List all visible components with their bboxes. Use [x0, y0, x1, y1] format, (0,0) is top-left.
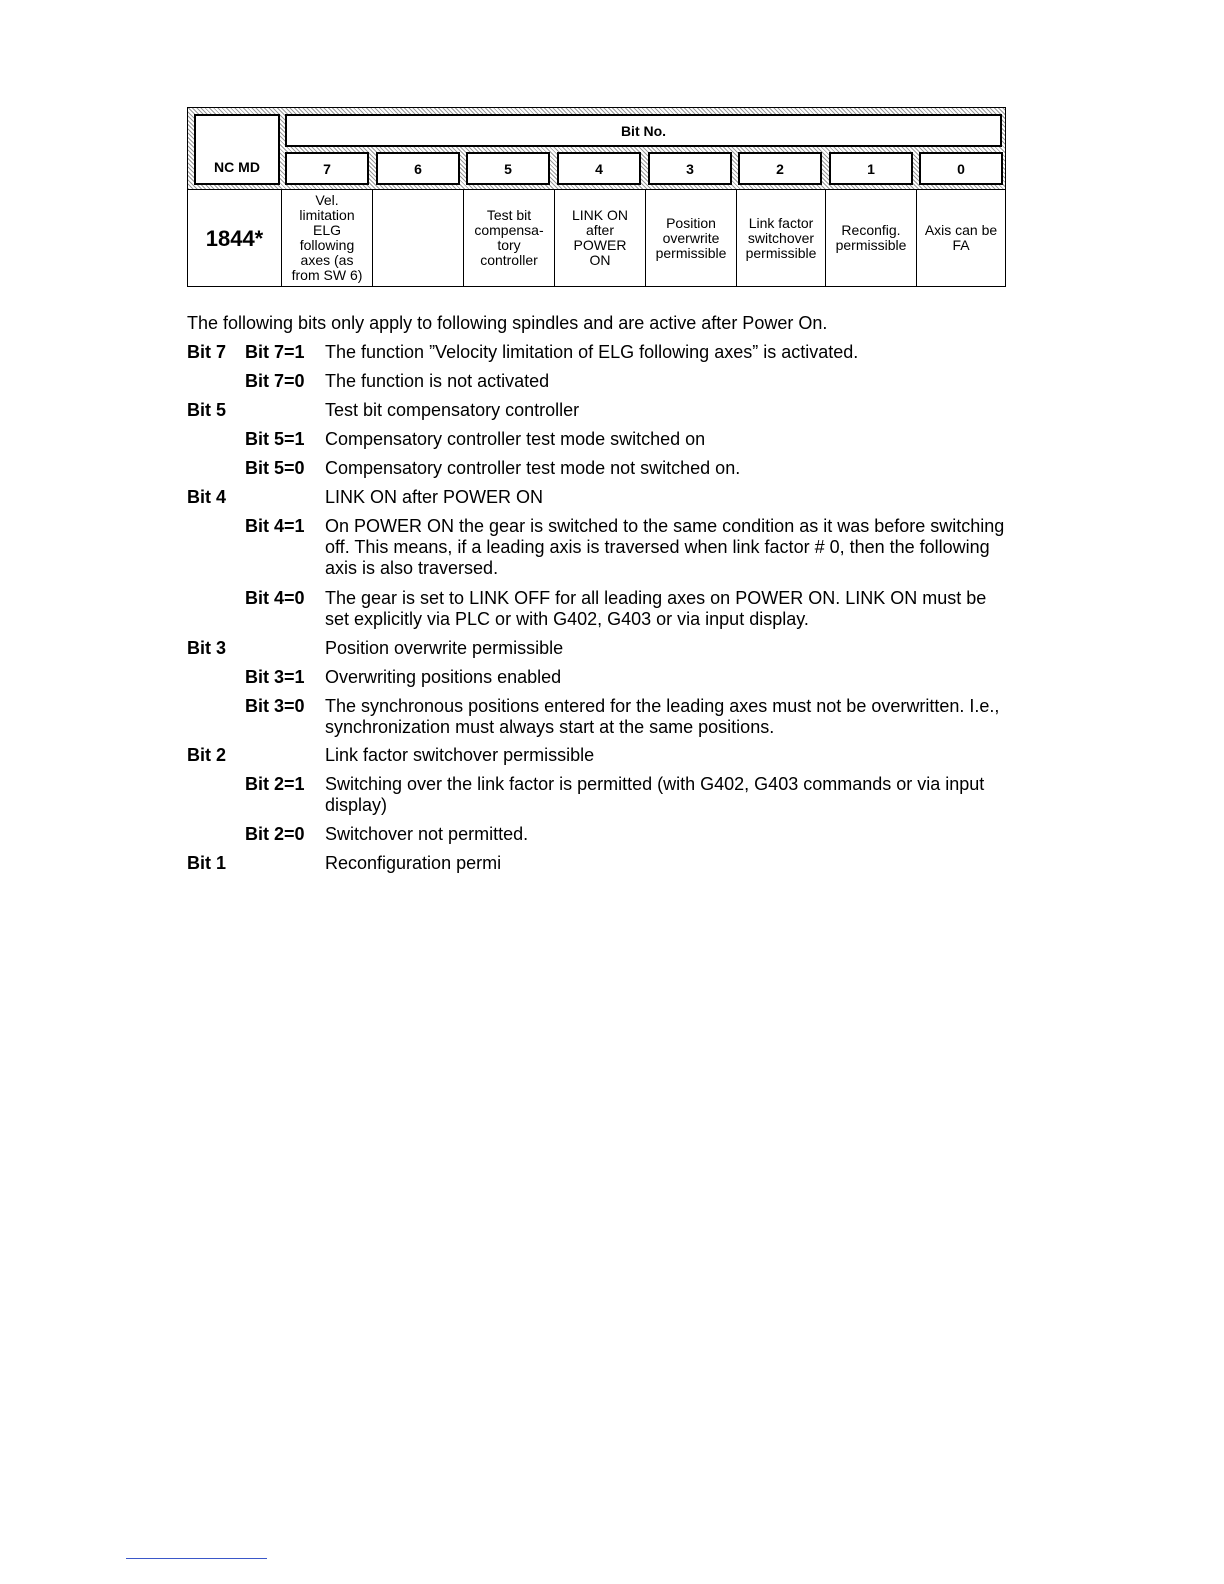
- bit-number-header: 7: [285, 152, 369, 185]
- md-number: 1844*: [205, 225, 264, 251]
- bit-value-label: Bit 3=1: [245, 667, 305, 687]
- bit-number-header: 4: [557, 152, 641, 185]
- machine-data-table: [187, 107, 1006, 287]
- bit-value-label: Bit 5=0: [245, 458, 305, 478]
- bit-value-label: Bit 4=1: [245, 516, 305, 536]
- cell-text: Position overwrite permissible: [655, 214, 727, 261]
- bit-label: Bit 1: [187, 853, 227, 873]
- bit-4-cell: [554, 190, 645, 286]
- footnote-rule: [126, 1558, 267, 1559]
- bit-description: Position overwrite permissible: [325, 638, 564, 658]
- cell-text: Link factor switchover permissible: [745, 214, 817, 261]
- cell-text: Axis can be FA: [924, 222, 998, 253]
- bit-5-cell: [463, 190, 554, 286]
- bit-label: Bit 5: [187, 400, 227, 420]
- bit-description: The synchronous positions entered for the leading axes must not be overwritten. I.e., synchronization must always start at the same positions.: [325, 696, 1000, 737]
- bit-7-cell: [281, 190, 372, 286]
- bit-description: Compensatory controller test mode not switched on.: [325, 458, 741, 478]
- bit-6-cell: [372, 190, 463, 286]
- bit-description: The gear is set to LINK OFF for all leading axes on POWER ON. LINK ON must be set explicitly via PLC or with G402, G403 or via input display.: [325, 588, 987, 629]
- bit-description: Switchover not permitted.: [325, 824, 529, 844]
- bit-label: Bit 4: [187, 487, 227, 507]
- bit-value-label: Bit 5=1: [245, 429, 305, 449]
- bit-description: Switching over the link factor is permitted (with G402, G403 commands or via input display): [325, 774, 985, 815]
- cell-text: Reconfig. permissible: [835, 222, 907, 253]
- table-row: [188, 190, 1005, 286]
- bit-value-label: Bit 4=0: [245, 588, 305, 608]
- bit-label: Bit 3: [187, 638, 227, 658]
- table-header: [188, 108, 1005, 190]
- bit-number-header: 3: [648, 152, 732, 185]
- cell-text: Vel. limitation ELG following axes (as from SW 6): [291, 192, 363, 283]
- bit-3-cell: [645, 190, 736, 286]
- bit-label: Bit 2: [187, 745, 227, 765]
- bit-description: Link factor switchover permissible: [325, 745, 595, 765]
- cell-text: Test bit compensa- tory controller: [474, 207, 544, 268]
- bit-value-label: Bit 7=0: [245, 371, 305, 391]
- bit-description: The function is not activated: [325, 371, 550, 391]
- ncmd-header: NC MD: [194, 114, 280, 185]
- bit-value-label: Bit 7=1: [245, 342, 305, 362]
- bit-value-label: Bit 2=1: [245, 774, 305, 794]
- bit-value-label: Bit 2=0: [245, 824, 305, 844]
- intro-text: The following bits only apply to following spindles and are active after Power On.: [187, 313, 828, 333]
- bit-description: On POWER ON the gear is switched to the same condition as it was before switching off. This means, if a leading axis is traversed when link factor # 0, then the following axis is also traversed.: [325, 516, 1005, 578]
- bit-label: Bit 7: [187, 342, 227, 362]
- bit-0-cell: [916, 190, 1005, 286]
- bit-description: LINK ON after POWER ON: [325, 487, 544, 507]
- bit-number-header: 1: [829, 152, 913, 185]
- cell-text: LINK ON after POWER ON: [571, 207, 628, 268]
- bitno-header: Bit No.: [285, 114, 1002, 147]
- bit-description: The function ”Velocity limitation of ELG following axes” is activated.: [325, 342, 859, 362]
- bit-number-header: 2: [738, 152, 822, 185]
- bit-description: Overwriting positions enabled: [325, 667, 562, 687]
- bit-1-cell: [825, 190, 916, 286]
- bit-number-header: 6: [376, 152, 460, 185]
- bit-number-header: 5: [466, 152, 550, 185]
- bit-value-label: Bit 3=0: [245, 696, 305, 716]
- bit-description: Compensatory controller test mode switched on: [325, 429, 706, 449]
- bit-2-cell: [736, 190, 825, 286]
- bit-number-header: 0: [919, 152, 1003, 185]
- bit-description: Reconfiguration permi: [325, 853, 502, 873]
- bit-description: Test bit compensatory controller: [325, 400, 580, 420]
